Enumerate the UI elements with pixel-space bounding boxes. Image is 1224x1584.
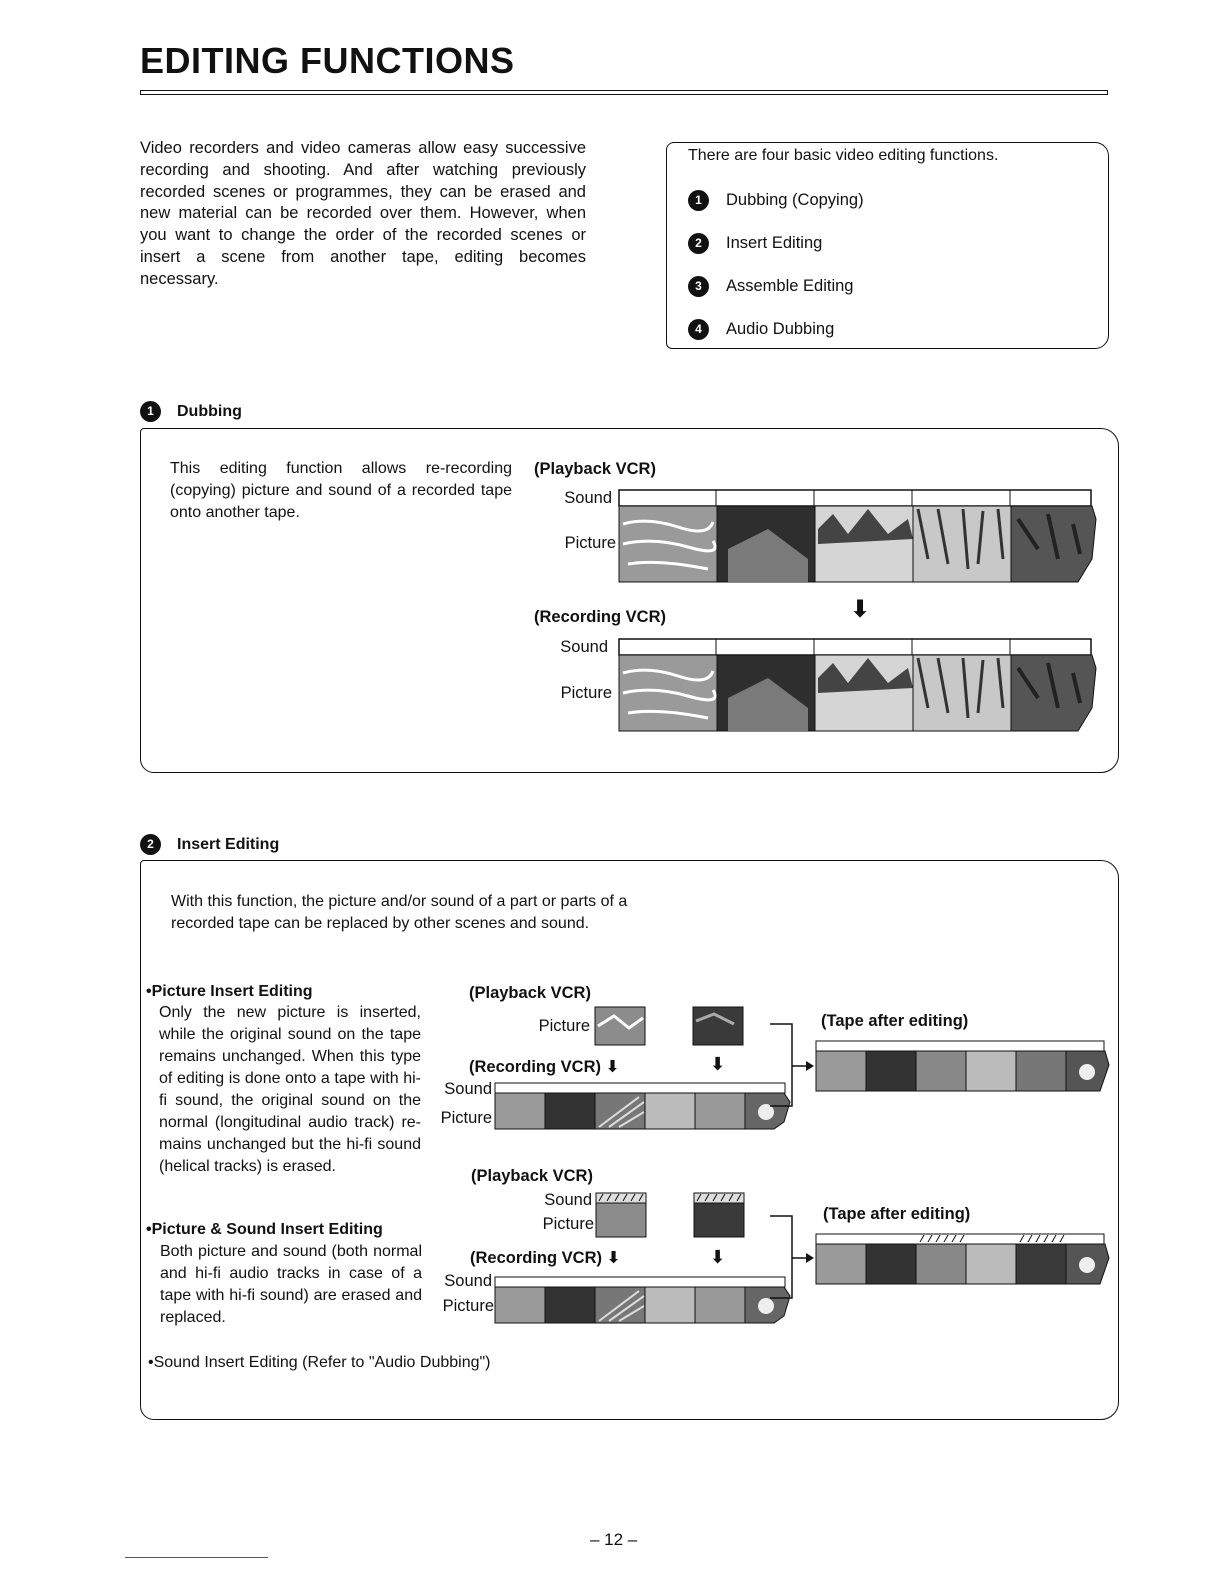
picture-label: Picture — [442, 1297, 494, 1315]
function-label: Dubbing (Copying) — [726, 191, 864, 209]
arrow-down-icon: ⬇ — [710, 1054, 726, 1074]
picture-label: Picture — [542, 1215, 594, 1233]
recording-tape-strip — [494, 1082, 796, 1132]
functions-heading: There are four basic video editing functions. — [688, 147, 999, 164]
sound-track — [619, 490, 1091, 506]
intro-paragraph: Video recorders and video cameras allow easy successive recording and shooting. And after watching previously recorded scenes or programmes, they can be erased and new material can be recorded over them. However, when you want to change the order of the recorded scenes or insert a scene from another tape, editing becomes necessary. — [140, 139, 586, 288]
section-title: Insert Editing — [177, 835, 280, 853]
result-tape-strip — [815, 1040, 1111, 1096]
function-item-4 — [688, 319, 834, 340]
function-label: Insert Editing — [726, 234, 823, 252]
function-item-3 — [688, 276, 853, 297]
picture-label: Picture — [564, 534, 616, 552]
function-item-1 — [688, 190, 864, 211]
insert-editing-heading — [140, 834, 279, 855]
insert-editing-text: With this function, the picture and/or sound of a part or parts of a recorded tape can be replaced by other scenes and sound. — [171, 893, 628, 932]
sound-label: Sound — [564, 489, 612, 507]
number-badge: 2 — [688, 233, 709, 254]
sound-label: Sound — [444, 1080, 492, 1098]
number-badge: 2 — [140, 834, 161, 855]
function-item-2 — [688, 233, 822, 254]
picture-sound-insert-text: Both picture and sound (both normal and hi-fi audio tracks in case of a tape with hi-fi sound) are erased and replaced. — [160, 1243, 422, 1326]
picture-label: Picture — [560, 684, 612, 702]
picture-label: Picture — [538, 1017, 590, 1035]
label-text: (Recording VCR) — [469, 1058, 601, 1076]
number-badge: 1 — [688, 190, 709, 211]
tape-after-editing-label: (Tape after editing) — [823, 1205, 971, 1223]
bullet: • — [146, 1221, 152, 1238]
number-badge: 3 — [688, 276, 709, 297]
playback-frames — [595, 1192, 755, 1240]
title-text: Picture Insert Editing — [151, 983, 313, 1000]
playback-vcr-label: (Playback VCR) — [534, 460, 656, 478]
playback-tape-strip — [618, 489, 1098, 585]
tape-after-editing-label: (Tape after editing) — [821, 1012, 969, 1030]
bullet: • — [146, 983, 152, 1000]
recording-vcr-label — [469, 1057, 619, 1077]
playback-frames — [594, 1006, 754, 1048]
recording-vcr-label: (Recording VCR) — [534, 608, 666, 626]
result-tape-strip — [815, 1233, 1111, 1289]
page-number: – 12 – — [590, 1530, 638, 1549]
bullet: • — [148, 1354, 154, 1371]
recording-tape-strip — [494, 1276, 796, 1326]
playback-vcr-label: (Playback VCR) — [471, 1167, 593, 1185]
sound-label: Sound — [544, 1191, 592, 1209]
picture-label: Picture — [440, 1109, 492, 1127]
function-label: Audio Dubbing — [726, 320, 835, 338]
dubbing-text: This editing function allows re-recording (copying) picture and sound of a recorded tape onto another tape. — [170, 460, 512, 521]
picture-sound-insert-title — [146, 1219, 383, 1241]
label-text: (Recording VCR) — [470, 1249, 602, 1267]
picture-insert-text: Only the new picture is inserted, while the original sound on the tape remains unchanged. When this type of editing is done onto a tape with hi-fi sound, the original sound on the normal (longitudinal audio track) re-mains unchanged but the hi-fi sound (helical tracks) is erased. — [159, 1004, 421, 1175]
arrow-down-icon: ⬇ — [605, 1058, 620, 1076]
note-text: Sound Insert Editing (Refer to "Audio Dubbing") — [153, 1354, 491, 1371]
playback-vcr-label: (Playback VCR) — [469, 984, 591, 1002]
function-label: Assemble Editing — [726, 277, 854, 295]
sound-label: Sound — [560, 638, 608, 656]
picture-insert-title — [146, 981, 313, 1003]
title-rule — [140, 90, 1108, 95]
footer-rule — [125, 1557, 268, 1558]
section-title: Dubbing — [177, 402, 242, 420]
bracket-connector — [766, 1016, 816, 1111]
sound-insert-note — [148, 1352, 491, 1374]
dubbing-heading — [140, 401, 242, 422]
sound-label: Sound — [444, 1272, 492, 1290]
number-badge: 4 — [688, 319, 709, 340]
sound-track — [619, 639, 1091, 655]
number-badge: 1 — [140, 401, 161, 422]
recording-vcr-label — [470, 1248, 620, 1268]
frame-trees — [913, 655, 1011, 731]
title-text: Picture & Sound Insert Editing — [151, 1221, 383, 1238]
arrow-down-icon: ⬇ — [606, 1249, 621, 1267]
frame-trees — [913, 506, 1011, 582]
arrow-down-icon: ⬇ — [710, 1247, 726, 1267]
arrow-down-icon: ⬇ — [850, 596, 871, 623]
page-title: EDITING FUNCTIONS — [140, 40, 515, 81]
recording-tape-strip — [618, 638, 1098, 734]
bracket-connector — [766, 1208, 816, 1303]
